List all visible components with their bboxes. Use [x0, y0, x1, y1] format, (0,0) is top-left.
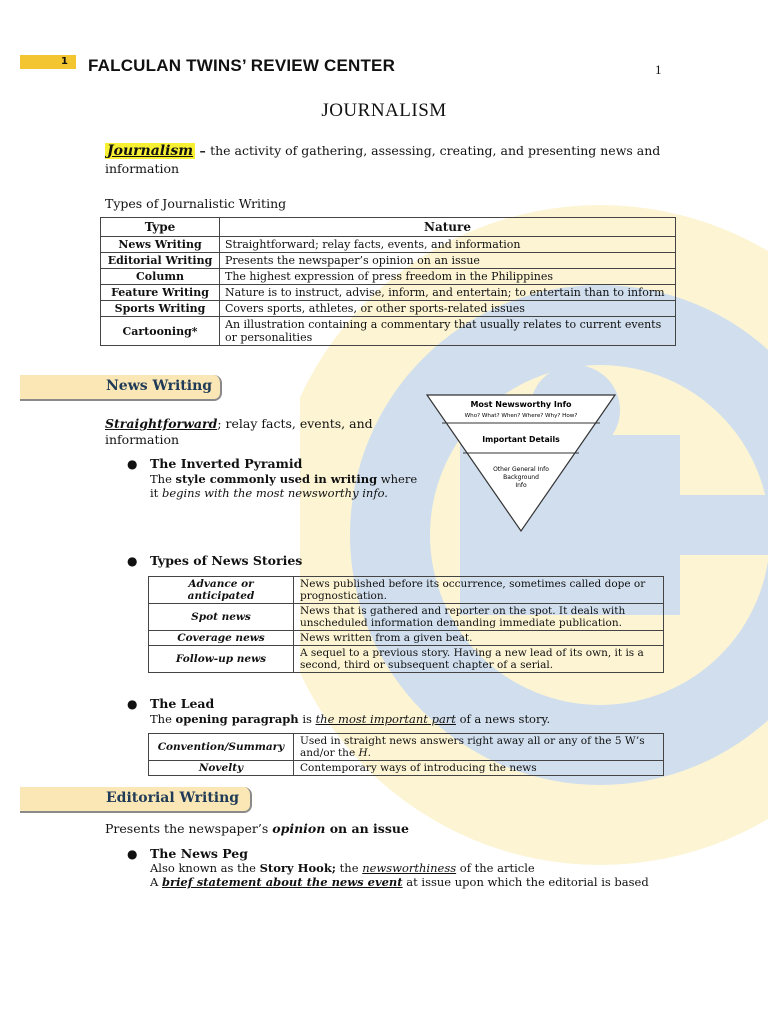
table-row: [149, 761, 664, 776]
type-cell: Column: [101, 269, 220, 285]
table-row: [101, 285, 676, 301]
story-type-cell: Follow-up news: [149, 646, 294, 673]
editorial-writing-intro: Presents the newspaper’s opinion on an issue: [105, 821, 409, 836]
nature-cell: Straightforward; relay facts, events, and information: [220, 237, 676, 253]
the-lead-title: The Lead: [150, 696, 215, 711]
story-desc-cell: News written from a given beat.: [294, 631, 664, 646]
bullet-dot: ●: [127, 697, 138, 711]
story-desc-cell: News that is gathered and reporter on the spot. It deals with unscheduled information demanding immediate publication.: [294, 604, 664, 631]
editorial-writing-heading: Editorial Writing: [106, 790, 240, 806]
news-peg-text: Also known as the Story Hook; the newsworthiness of the article A brief statement about the news event at issue upon which the editorial is based: [150, 861, 649, 889]
journalism-definition: [105, 142, 665, 177]
type-cell: Sports Writing: [101, 301, 220, 317]
pyramid-top-sub: Who? What? When? Where? Why? How?: [464, 413, 578, 419]
inverted-pyramid-title: The Inverted Pyramid: [150, 456, 303, 471]
story-desc-cell: A sequel to a previous story. Having a new lead of its own, it is a second, third or subsequent chapter of a serial.: [294, 646, 664, 673]
editorial-writing-banner: [20, 787, 252, 813]
the-lead-text: The opening paragraph is the most important part of a news story.: [150, 712, 551, 726]
table-row: [101, 269, 676, 285]
lead-desc-cell: Contemporary ways of introducing the news: [294, 761, 664, 776]
type-cell: Cartooning*: [101, 317, 220, 346]
table-row: [149, 734, 664, 761]
news-stories-table: [148, 576, 664, 673]
pyramid-bottom-1: Other General Info: [493, 466, 549, 473]
nature-cell: Covers sports, athletes, or other sports-related issues: [220, 301, 676, 317]
story-type-cell: Spot news: [149, 604, 294, 631]
straightforward-term: Straightforward: [105, 416, 218, 431]
table-header-row: [101, 218, 676, 237]
type-cell: News Writing: [101, 237, 220, 253]
pyramid-bottom-2: Background: [503, 474, 539, 481]
table-row: [149, 577, 664, 604]
definition-term: Journalism: [107, 143, 194, 159]
header-nature: Nature: [220, 218, 676, 237]
nature-cell: Nature is to instruct, advise, inform, and entertain; to entertain than to inform: [220, 285, 676, 301]
table-row: [101, 253, 676, 269]
intro-rest-2: information: [105, 432, 180, 447]
types-table: [100, 217, 676, 346]
nature-cell: An illustration containing a commentary that usually relates to current events or personalities: [220, 317, 676, 346]
nature-cell: The highest expression of press freedom in the Philippines: [220, 269, 676, 285]
table-row: [101, 237, 676, 253]
lead-types-table: [148, 733, 664, 776]
inverted-pyramid-diagram: [426, 393, 616, 533]
table-row: [149, 631, 664, 646]
document-title: JOURNALISM: [321, 100, 447, 121]
story-type-cell: Advance or anticipated: [149, 577, 294, 604]
pyramid-top-title: Most Newsworthy Info: [470, 400, 572, 409]
pyramid-middle: Important Details: [482, 435, 560, 444]
lead-type-cell: Convention/Summary: [149, 734, 294, 761]
table-row: [101, 301, 676, 317]
lead-desc-cell: Used in straight news answers right away all or any of the 5 W’s and/or the H.: [294, 734, 664, 761]
lead-type-cell: Novelty: [149, 761, 294, 776]
table-row: [101, 317, 676, 346]
header-type: Type: [101, 218, 220, 237]
bullet-dot: ●: [127, 554, 138, 568]
news-writing-banner: [20, 375, 222, 401]
table-row: [149, 604, 664, 631]
pyramid-bottom-3: Info: [515, 482, 527, 489]
nature-cell: Presents the newspaper’s opinion on an issue: [220, 253, 676, 269]
news-writing-heading: News Writing: [106, 378, 213, 394]
type-cell: Editorial Writing: [101, 253, 220, 269]
bullet-dot: ●: [127, 457, 138, 471]
review-center-name: FALCULAN TWINS’ REVIEW CENTER: [88, 56, 396, 75]
page-number: 1: [655, 62, 662, 77]
table-row: [149, 646, 664, 673]
definition-text: the activity of gathering, assessing, creating, and presenting news and information: [105, 143, 661, 176]
news-peg-title: The News Peg: [150, 846, 248, 861]
type-cell: Feature Writing: [101, 285, 220, 301]
definition-dash: –: [195, 143, 211, 158]
types-caption: Types of Journalistic Writing: [105, 196, 287, 211]
intro-rest-1: ; relay facts, events, and: [217, 416, 373, 431]
types-of-news-stories-title: Types of News Stories: [150, 553, 303, 568]
page-tab: 1: [20, 55, 76, 69]
story-type-cell: Coverage news: [149, 631, 294, 646]
bullet-dot: ●: [127, 847, 138, 861]
inverted-pyramid-text: The style commonly used in writing where it begins with the most newsworthy info.: [150, 472, 418, 500]
story-desc-cell: News published before its occurrence, sometimes called dope or prognostication.: [294, 577, 664, 604]
news-writing-intro: [105, 416, 405, 448]
